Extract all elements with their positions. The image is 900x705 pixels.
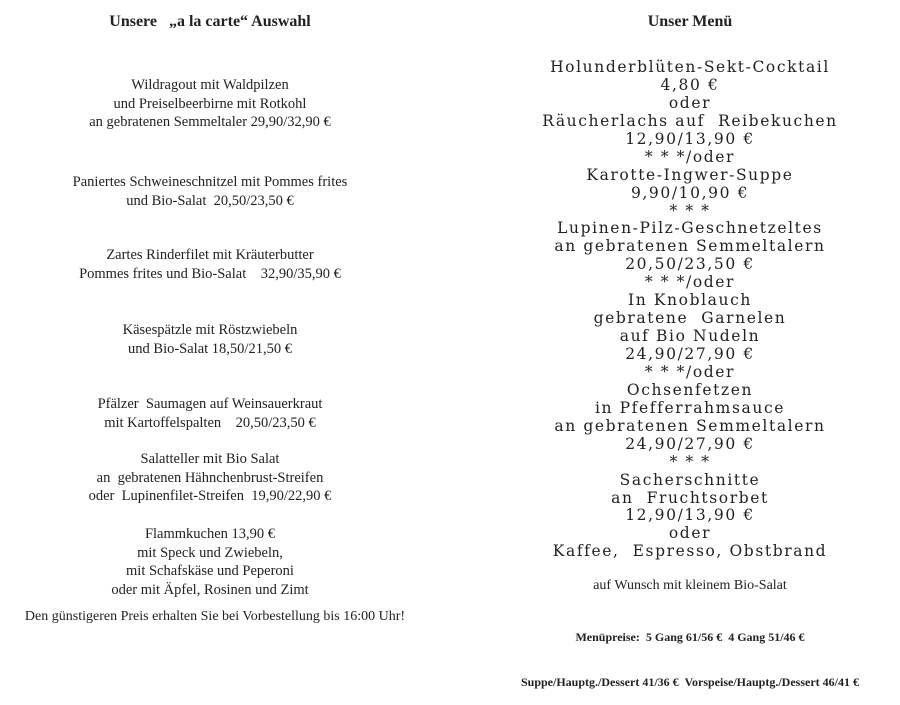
- menu-line: 12,90/13,90 €: [625, 506, 755, 525]
- menu-line: 9,90/10,90 €: [630, 183, 750, 202]
- menu-line: Sacherschnitte: [619, 470, 761, 489]
- dish-line: an gebratenen Hähnchenbrust-Streifen: [96, 469, 324, 486]
- dish-line: Flammkuchen 13,90 €: [144, 526, 276, 542]
- menu-line: 12,90/13,90 €: [625, 129, 755, 148]
- dish-line: mit Kartoffelspalten 20,50/23,50 €: [104, 414, 316, 431]
- menu-line: Lupinen-Pilz-Geschnetzeltes: [557, 219, 823, 238]
- dish-line: Salatteller mit Bio Salat: [140, 451, 280, 467]
- menu-line: * * *: [669, 452, 711, 471]
- dish-item: [0, 450, 420, 506]
- menu-price-line: Suppe/Hauptg./Dessert 41/36 € Vorspeise/Hauptg./Dessert 46/41 €: [520, 675, 859, 689]
- a-la-carte-title: Unsere „a la carte“ Auswahl: [109, 13, 311, 30]
- dish-line: an gebratenen Semmeltaler 29,90/32,90 €: [89, 114, 331, 130]
- menu-line: Kaffee, Espresso, Obstbrand: [552, 542, 828, 561]
- menu-line: In Knoblauch: [628, 291, 752, 310]
- dish-line: Pommes frites und Bio-Salat 32,90/35,90 €: [79, 265, 341, 282]
- menu-line: 4,80 €: [660, 75, 720, 94]
- menu-line: 24,90/27,90 €: [625, 345, 755, 363]
- salad-note: auf Wunsch mit kleinem Bio-Salat: [593, 578, 787, 593]
- menu-line: oder: [668, 93, 712, 112]
- menu-line: an gebratenen Semmeltalern: [554, 416, 826, 435]
- menu-courses: [480, 58, 900, 560]
- dish-line: mit Schafskäse und Peperoni: [126, 563, 294, 579]
- menu-line: Holunderblüten-Sekt-Cocktail: [550, 58, 830, 76]
- dish-line: Paniertes Schweineschnitzel mit Pommes frites: [72, 174, 348, 190]
- dish-line: und Bio-Salat 18,50/21,50 €: [128, 340, 292, 357]
- dish-item: [0, 173, 420, 210]
- menu-line: auf Bio Nudeln: [619, 327, 761, 346]
- menu-line: 20,50/23,50 €: [625, 255, 755, 274]
- dish-line: mit Speck und Zwiebeln,: [137, 544, 283, 561]
- dish-line: Käsespätzle mit Röstzwiebeln: [122, 322, 298, 338]
- menu-line: * * *: [669, 201, 711, 220]
- menu-prices: [480, 600, 900, 705]
- dish-line: Pfälzer Saumagen auf Weinsauerkraut: [97, 396, 323, 412]
- menu-line: * * */oder: [644, 147, 736, 166]
- dish-line: Zartes Rinderfilet mit Kräuterbutter: [106, 247, 314, 263]
- menu-line: Räucherlachs auf Reibekuchen: [542, 111, 838, 130]
- menu-title: Unser Menü: [647, 13, 733, 30]
- menu-line: Karotte-Ingwer-Suppe: [586, 165, 794, 184]
- menu-line: gebratene Garnelen: [593, 309, 787, 328]
- menu-line: an Fruchtsorbet: [611, 488, 769, 507]
- menu-line: 24,90/27,90 €: [625, 434, 755, 453]
- dish-item: [0, 395, 420, 432]
- menu-line: in Pfefferrahmsauce: [594, 398, 786, 417]
- dish-item: [0, 525, 420, 599]
- menu-price-line: Menüpreise: 5 Gang 61/56 € 4 Gang 51/46 €: [575, 630, 805, 644]
- dish-line: oder mit Äpfel, Rosinen und Zimt: [111, 581, 309, 598]
- dish-line: und Bio-Salat 20,50/23,50 €: [126, 192, 294, 209]
- dish-item: [0, 76, 420, 132]
- dish-line: und Preiselbeerbirne mit Rotkohl: [113, 95, 307, 112]
- menu-line: an gebratenen Semmeltalern: [554, 237, 826, 256]
- menu-line: oder: [668, 524, 712, 543]
- menu-line: * * */oder: [644, 362, 736, 381]
- dish-item: [0, 321, 420, 358]
- preorder-note: Den günstigeren Preis erhalten Sie bei Vorbestellung bis 16:00 Uhr!: [24, 609, 406, 624]
- menu-line: Ochsenfetzen: [626, 380, 754, 399]
- dish-item: [0, 246, 420, 283]
- menu-line: * * */oder: [644, 273, 736, 292]
- dish-line: Wildragout mit Waldpilzen: [131, 77, 289, 93]
- dish-line: oder Lupinenfilet-Streifen 19,90/22,90 €: [88, 488, 332, 504]
